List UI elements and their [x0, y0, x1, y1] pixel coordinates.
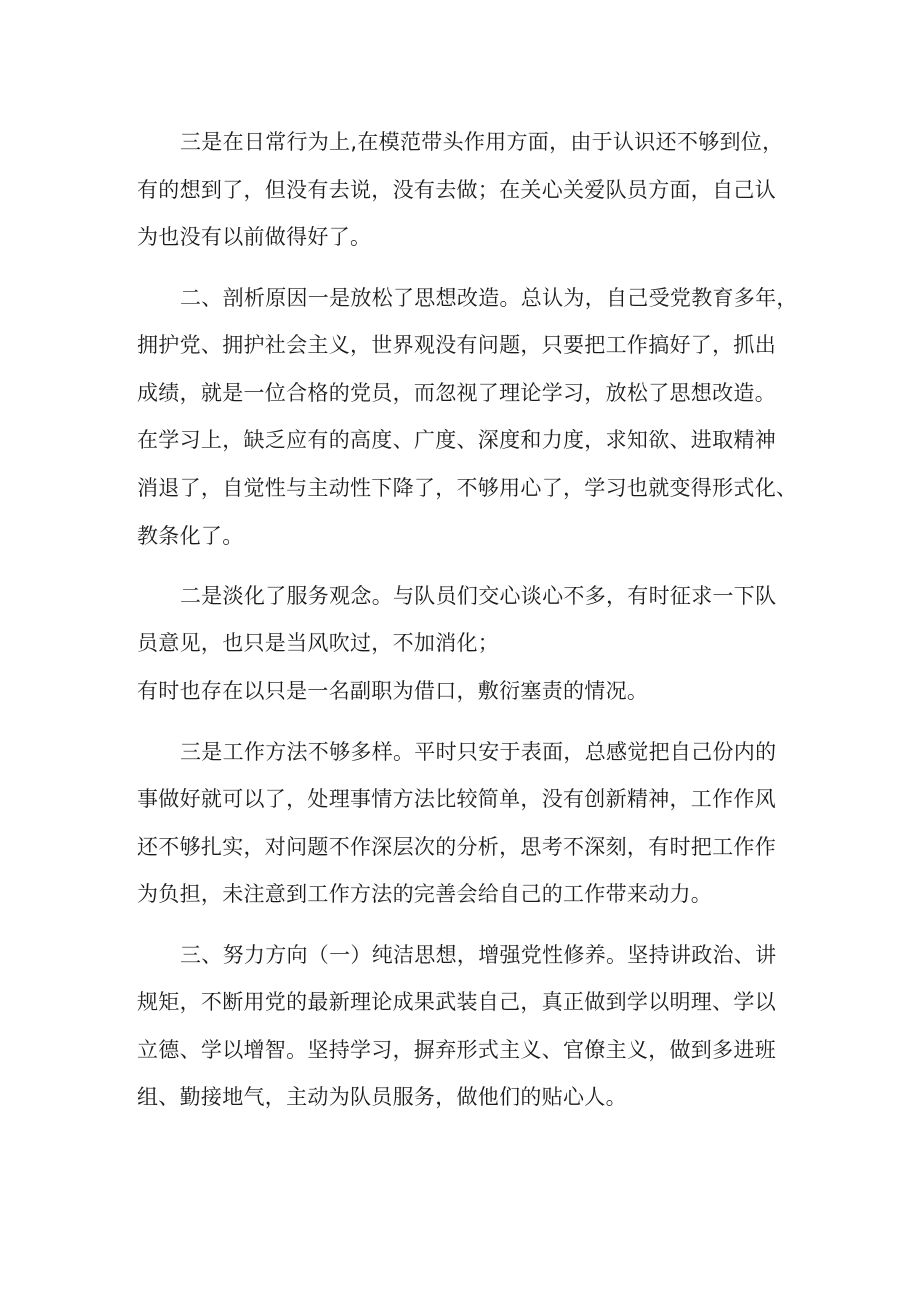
paragraph-5-line-3: 立德、学以增智。坚持学习，摒弃形式主义、官僚主义，做到多进班: [137, 1038, 776, 1062]
paragraph-1-line-1: 三是在日常行为上,在模范带头作用方面，由于认识还不够到位，: [180, 130, 784, 154]
paragraph-2-line-1: 二、剖析原因一是放松了思想改造。总认为，自己受党教育多年，: [180, 286, 798, 310]
paragraph-4-line-4: 为负担，未注意到工作方法的完善会给自己的工作带来动力。: [137, 882, 713, 906]
paragraph-3-line-2: 员意见，也只是当风吹过，不加消化；: [137, 631, 500, 655]
paragraph-2-line-6: 教条化了。: [137, 524, 244, 548]
paragraph-4-line-3: 还不够扎实，对问题不作深层次的分析，思考不深刻，有时把工作作: [137, 835, 776, 859]
paragraph-3-line-1: 二是淡化了服务观念。与队员们交心谈心不多，有时征求一下队: [180, 584, 777, 608]
paragraph-2-line-4: 在学习上，缺乏应有的高度、广度、深度和力度，求知欲、进取精神: [137, 428, 776, 452]
paragraph-5-line-2: 规矩，不断用党的最新理论成果武装自己，真正做到学以明理、学以: [137, 990, 776, 1014]
paragraph-2-line-2: 拥护党、拥护社会主义，世界观没有问题，只要把工作搞好了，抓出: [137, 333, 776, 357]
paragraph-4-line-2: 事做好就可以了，处理事情方法比较简单，没有创新精神，工作作风: [137, 787, 776, 811]
paragraph-5-line-4: 组、勤接地气，主动为队员服务，做他们的贴心人。: [137, 1085, 627, 1109]
paragraph-2-line-3: 成绩，就是一位合格的党员，而忽视了理论学习，放松了思想改造。: [137, 381, 776, 405]
paragraph-3-line-3: 有时也存在以只是一名副职为借口，敷衍塞责的情况。: [137, 679, 649, 703]
paragraph-4-line-1: 三是工作方法不够多样。平时只安于表面，总感觉把自己份内的: [180, 740, 777, 764]
paragraph-1-line-2: 有的想到了，但没有去说，没有去做；在关心关爱队员方面，自己认: [137, 178, 776, 202]
paragraph-1-line-3: 为也没有以前做得好了。: [137, 225, 372, 249]
paragraph-5-line-1: 三、努力方向（一）纯洁思想，增强党性修养。坚持讲政治、讲: [180, 943, 777, 967]
paragraph-2-line-5: 消退了，自觉性与主动性下降了，不够用心了，学习也就变得形式化、: [137, 476, 798, 500]
